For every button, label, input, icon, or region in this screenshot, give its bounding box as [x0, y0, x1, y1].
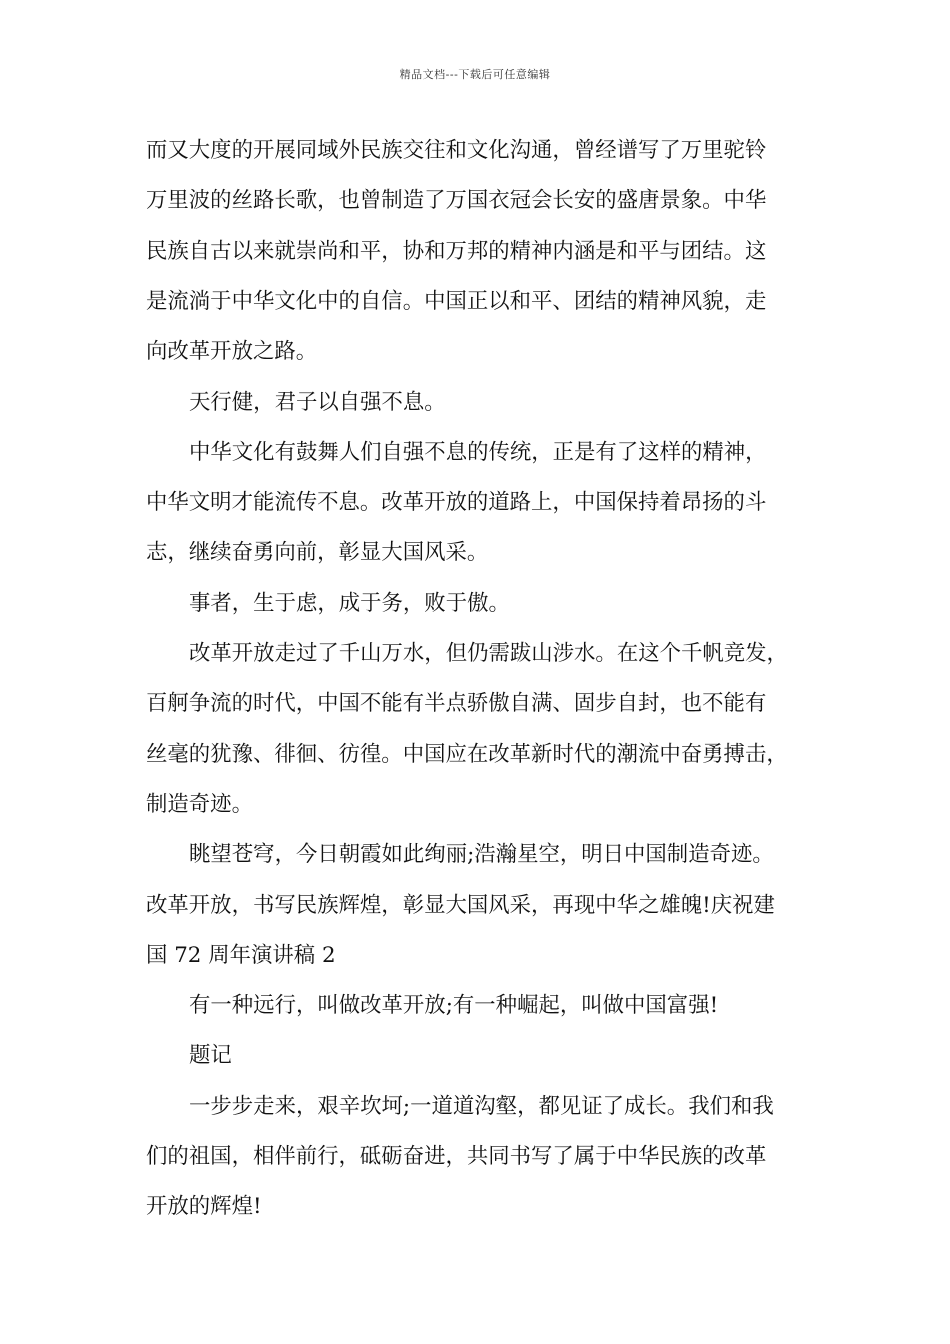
text-line: 制造奇迹。	[146, 791, 253, 817]
text-line: 事者，生于虑，成于务，败于傲。	[189, 590, 510, 616]
text-line: 万里波的丝路长歌，也曾制造了万国衣冠会长安的盛唐景象。中华	[146, 188, 767, 214]
text-line: 天行健，君子以自强不息。	[189, 389, 446, 415]
text-line: 改革开放走过了千山万水，但仍需跋山涉水。在这个千帆竞发，	[189, 641, 788, 666]
text-line: 改革开放，书写民族辉煌，彰显大国风采，再现中华之雄魄!庆祝建	[146, 892, 775, 918]
text-line: 向改革开放之路。	[146, 339, 318, 365]
text-line: 国 72 周年演讲稿 2	[146, 942, 336, 968]
text-line: 题记	[189, 1043, 232, 1069]
text-line: 一步步走来，艰辛坎坷;一道道沟壑，都见证了成长。我们和我	[189, 1093, 774, 1119]
text-line: 民族自古以来就崇尚和平，协和万邦的精神内涵是和平与团结。这	[146, 238, 767, 264]
page-header: 精品文档---下载后可任意编辑	[399, 68, 551, 81]
text-line: 中华文化有鼓舞人们自强不息的传统，正是有了这样的精神，	[189, 439, 767, 465]
text-line: 们的祖国，相伴前行，砥砺奋进，共同书写了属于中华民族的改革	[146, 1144, 767, 1169]
text-line: 眺望苍穹，今日朝霞如此绚丽;浩瀚星空，明日中国制造奇迹。	[189, 842, 774, 868]
text-line: 志，继续奋勇向前，彰显大国风采。	[146, 540, 489, 566]
text-line: 是流淌于中华文化中的自信。中国正以和平、团结的精神风貌，走	[146, 288, 767, 314]
text-line: 中华文明才能流传不息。改革开放的道路上，中国保持着昂扬的斗	[146, 490, 767, 516]
text-line: 开放的辉煌!	[146, 1194, 262, 1220]
text-line: 而又大度的开展同域外民族交往和文化沟通，曾经谱写了万里驼铃	[146, 138, 767, 163]
text-line: 丝毫的犹豫、徘徊、彷徨。中国应在改革新时代的潮流中奋勇搏击，	[146, 741, 788, 767]
text-line: 百舸争流的时代，中国不能有半点骄傲自满、固步自封，也不能有	[146, 691, 767, 717]
text-line: 有一种远行，叫做改革开放;有一种崛起，叫做中国富强!	[189, 993, 719, 1019]
